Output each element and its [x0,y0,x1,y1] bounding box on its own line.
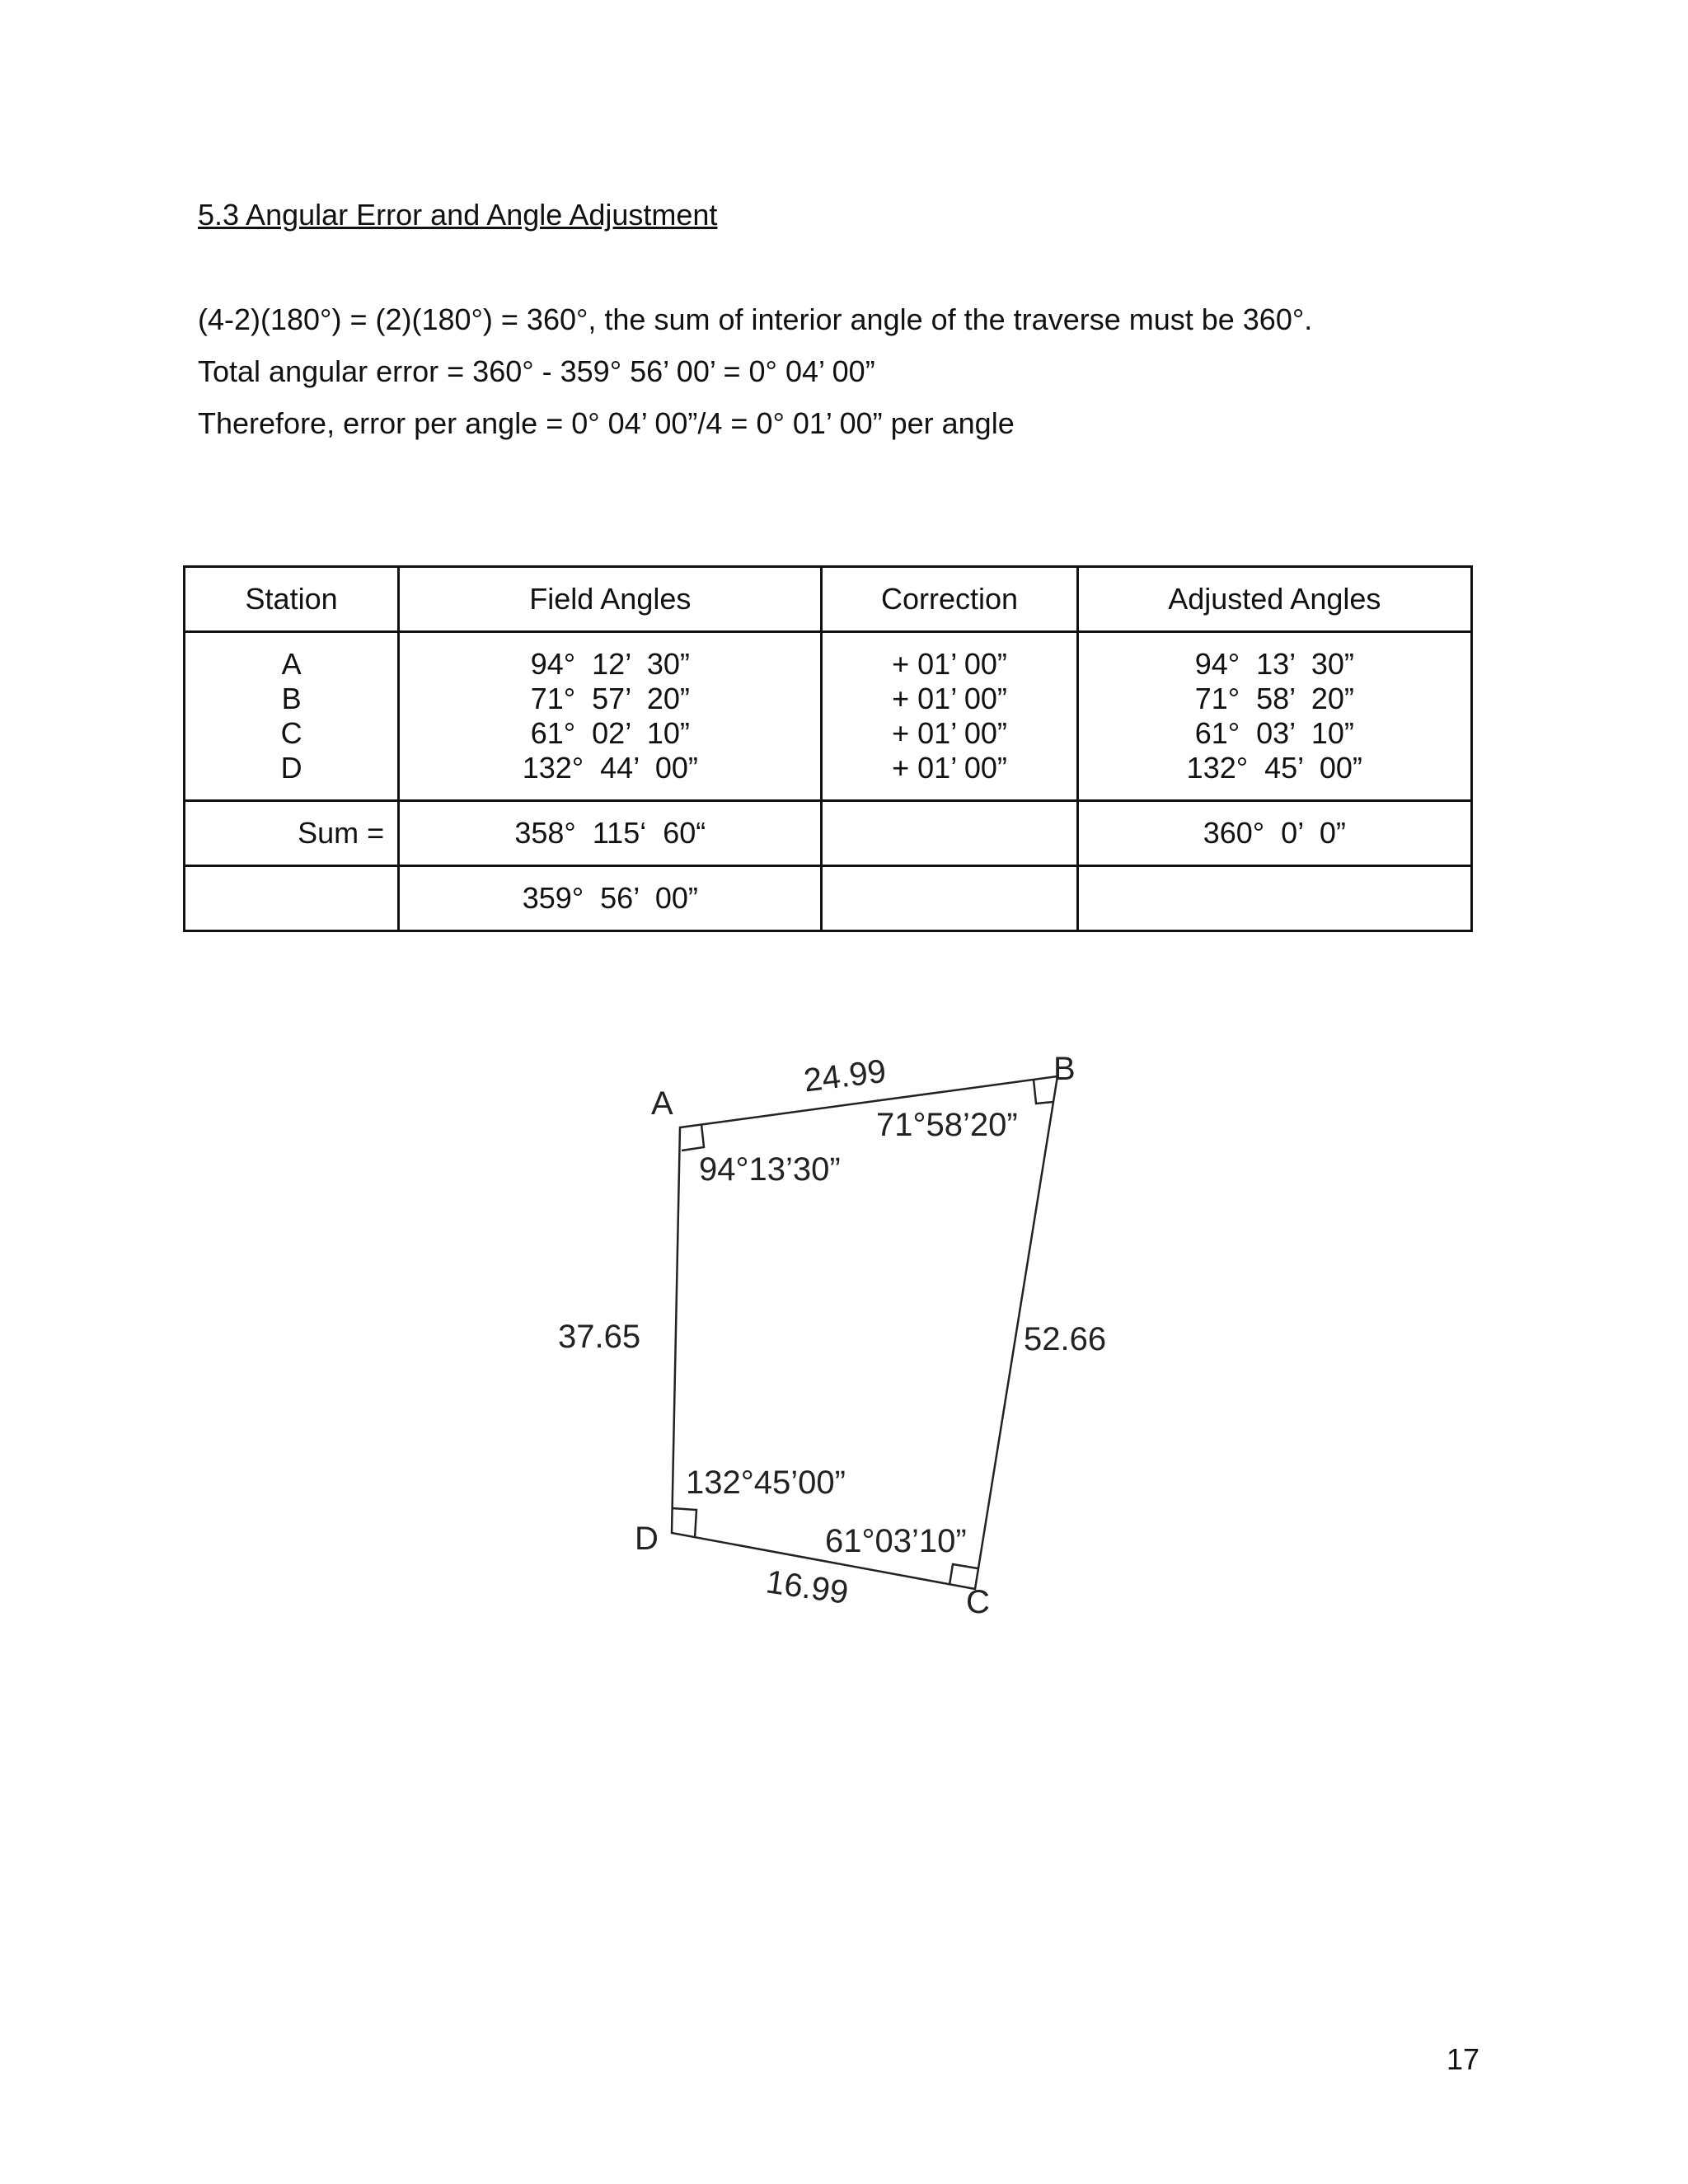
sum-label: Sum = [185,801,399,866]
header-field-angles: Field Angles [399,567,822,632]
side-length-bc: 52.66 [1024,1321,1107,1357]
paragraph-line-3: Therefore, error per angle = 0° 04’ 00”/4 = 0° 01’ 00” per angle [198,406,1015,440]
angle-label-b: 71°58’20” [876,1107,1018,1143]
field-angle-c: 61° 02’ 10” [530,716,690,750]
station-b: B [281,682,302,715]
vertex-label-a: A [651,1085,673,1122]
side-length-da: 37.65 [558,1319,641,1355]
page-number: 17 [1447,2042,1480,2076]
field-angle-a: 94° 12’ 30” [530,647,690,681]
header-adjusted-angles: Adjusted Angles [1077,567,1471,632]
angle-label-d: 132°45’00” [686,1465,846,1501]
angle-marker-b [1034,1080,1053,1104]
vertex-label-b: B [1053,1051,1076,1087]
paragraph-line-2: Total angular error = 360° - 359° 56’ 00’ = 0° 04’ 00” [198,354,875,388]
angle-label-a: 94°13’30” [699,1151,841,1188]
correction-d: + 01’ 00” [892,751,1007,785]
paragraph-line-1: (4-2)(180°) = (2)(180°) = 360°, the sum of interior angle of the traverse must be 360°. [198,302,1313,336]
angle-marker-a [682,1124,704,1151]
side-length-ab: 24.99 [801,1052,889,1099]
field-angle-d: 132° 44’ 00” [522,751,698,785]
angle-marker-c [950,1564,978,1585]
station-d: D [280,751,302,785]
sum-field-angles: 358° 115‘ 60“ [399,801,822,866]
total-field-angles: 359° 56’ 00” [399,866,822,931]
field-angle-b: 71° 57’ 20” [530,682,690,715]
side-length-cd: 16.99 [763,1563,851,1611]
vertex-label-c: C [966,1584,990,1620]
angle-label-c: 61°03’10” [825,1523,967,1559]
adjusted-angle-d: 132° 45’ 00” [1186,751,1362,785]
correction-b: + 01’ 00” [892,682,1007,715]
adjusted-angle-a: 94° 13’ 30” [1194,647,1354,681]
station-c: C [280,716,302,750]
header-correction: Correction [822,567,1077,632]
sum-adjusted-angles: 360° 0’ 0” [1077,801,1471,866]
correction-c: + 01’ 00” [892,716,1007,750]
vertex-label-d: D [635,1521,659,1557]
station-a: A [281,647,302,681]
adjusted-angle-c: 61° 03’ 10” [1194,716,1354,750]
correction-a: + 01’ 00” [892,647,1007,681]
adjusted-angle-b: 71° 58’ 20” [1194,682,1354,715]
section-heading: 5.3 Angular Error and Angle Adjustment [198,198,718,232]
header-station: Station [185,567,399,632]
